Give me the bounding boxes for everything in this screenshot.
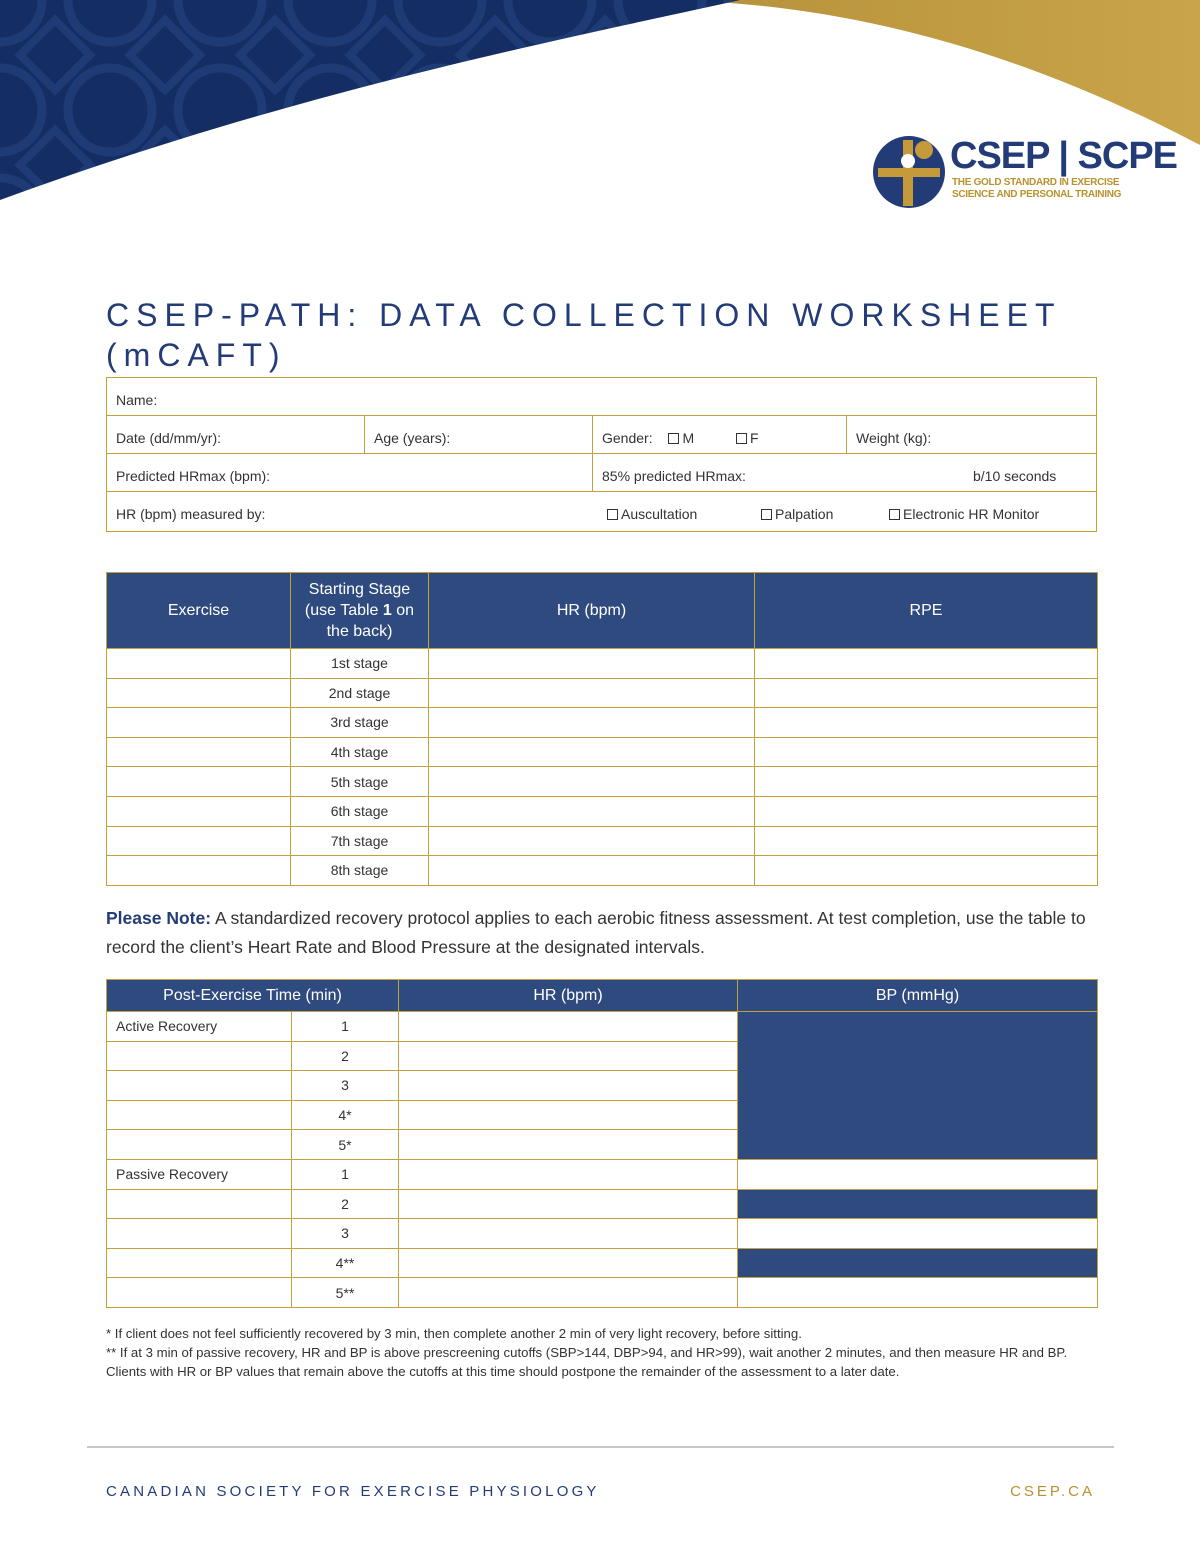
hr-cell[interactable] — [399, 1100, 738, 1130]
rpe-cell[interactable] — [755, 856, 1098, 886]
info-row-details — [107, 416, 1096, 454]
rpe-cell[interactable] — [755, 737, 1098, 767]
exercise-table — [106, 572, 1098, 886]
stage-cell: 2nd stage — [291, 678, 429, 708]
gender-f-label: F — [750, 430, 759, 446]
table-header-row — [107, 980, 1098, 1012]
hr-cell[interactable] — [429, 856, 755, 886]
logo-tagline: THE GOLD STANDARD IN EXERCISE SCIENCE AND PERSONAL TRAINING — [952, 177, 1122, 200]
rpe-cell[interactable] — [755, 678, 1098, 708]
exercise-cell[interactable] — [107, 737, 291, 767]
footer-divider — [87, 1446, 1114, 1448]
auscultation-label: Auscultation — [621, 506, 698, 522]
exercise-cell[interactable] — [107, 678, 291, 708]
please-note — [106, 904, 1096, 962]
predicted-hrmax-field[interactable]: Predicted HRmax (bpm): — [116, 468, 271, 484]
rpe-header: RPE — [755, 573, 1098, 649]
minute-cell: 3 — [292, 1071, 399, 1101]
table-row — [107, 826, 1098, 856]
hr-header: HR (bpm) — [399, 980, 738, 1012]
minute-cell: 2 — [292, 1041, 399, 1071]
table-row — [107, 1219, 1098, 1249]
rpe-cell[interactable] — [755, 649, 1098, 679]
gender-m-label: M — [682, 430, 695, 446]
stage-cell: 7th stage — [291, 826, 429, 856]
palpation-label: Palpation — [775, 506, 834, 522]
active-recovery-label: Active Recovery — [107, 1012, 292, 1042]
client-info-box — [106, 377, 1097, 532]
csep-logo — [872, 130, 1178, 214]
table-row — [107, 737, 1098, 767]
exercise-cell[interactable] — [107, 708, 291, 738]
footnotes — [106, 1324, 1098, 1381]
page-title: CSEP-PATH: DATA COLLECTION WORKSHEET (mCAFT) — [106, 297, 1061, 374]
table-row — [107, 678, 1098, 708]
table-row — [107, 1159, 1098, 1189]
hr85-field[interactable] — [592, 454, 1098, 491]
exercise-cell[interactable] — [107, 856, 291, 886]
hr-header: HR (bpm) — [429, 573, 755, 649]
minute-cell: 5* — [292, 1130, 399, 1160]
hr-cell[interactable] — [429, 678, 755, 708]
name-field[interactable]: Name: — [116, 392, 158, 408]
table-row — [107, 1189, 1098, 1219]
per-10-seconds-label: b/10 seconds — [973, 468, 1057, 484]
checkbox-icon[interactable] — [668, 433, 679, 444]
info-row-name — [107, 378, 1096, 416]
organization-name: CANADIAN SOCIETY FOR EXERCISE PHYSIOLOGY — [106, 1483, 600, 1500]
minute-cell: 3 — [292, 1219, 399, 1249]
note-text: A standardized recovery protocol applies to each aerobic fitness assessment. At test completion, use the table to record the client’s Heart Rate and Blood Pressure at the designated intervals. — [106, 908, 1086, 957]
bp-shaded-cell — [738, 1248, 1098, 1278]
logo-text: CSEP | SCPE — [950, 135, 1178, 177]
rpe-cell[interactable] — [755, 708, 1098, 738]
logo-emblem-icon — [872, 130, 946, 210]
hr-cell[interactable] — [399, 1041, 738, 1071]
bp-cell[interactable] — [738, 1159, 1098, 1189]
stage-cell: 8th stage — [291, 856, 429, 886]
post-exercise-time-header: Post-Exercise Time (min) — [107, 980, 399, 1012]
electronic-hr-monitor-label: Electronic HR Monitor — [903, 506, 1040, 522]
minute-cell: 4** — [292, 1248, 399, 1278]
passive-recovery-label: Passive Recovery — [107, 1159, 292, 1189]
table-row — [107, 796, 1098, 826]
stage-cell: 4th stage — [291, 737, 429, 767]
exercise-header: Exercise — [107, 573, 291, 649]
checkbox-icon[interactable] — [761, 509, 772, 520]
bp-header: BP (mmHg) — [738, 980, 1098, 1012]
exercise-cell[interactable] — [107, 796, 291, 826]
hr-cell[interactable] — [399, 1130, 738, 1160]
info-row-measured-by — [107, 492, 1096, 530]
rpe-cell[interactable] — [755, 826, 1098, 856]
note-label: Please Note: — [106, 908, 212, 928]
table-row — [107, 649, 1098, 679]
hr-cell[interactable] — [429, 767, 755, 797]
electronic-hr-monitor-option[interactable] — [880, 492, 1090, 530]
bp-cell[interactable] — [738, 1219, 1098, 1249]
table-row — [107, 1012, 1098, 1042]
recovery-table — [106, 979, 1098, 1308]
gender-label: Gender: — [602, 430, 653, 446]
minute-cell: 1 — [292, 1159, 399, 1189]
table-row — [107, 1248, 1098, 1278]
minute-cell: 4* — [292, 1100, 399, 1130]
minute-cell: 5** — [292, 1278, 399, 1308]
exercise-cell[interactable] — [107, 826, 291, 856]
table-row — [107, 856, 1098, 886]
hr-cell[interactable] — [399, 1012, 738, 1042]
bp-cell[interactable] — [738, 1278, 1098, 1308]
rpe-cell[interactable] — [755, 796, 1098, 826]
hr-cell[interactable] — [429, 737, 755, 767]
weight-field[interactable]: Weight (kg): — [846, 416, 1098, 453]
age-field[interactable]: Age (years): — [364, 416, 592, 453]
bp-shaded-cell — [738, 1189, 1098, 1219]
stage-cell: 3rd stage — [291, 708, 429, 738]
stage-cell: 5th stage — [291, 767, 429, 797]
checkbox-icon[interactable] — [607, 509, 618, 520]
checkbox-icon[interactable] — [889, 509, 900, 520]
gender-f-option[interactable] — [736, 430, 759, 446]
gender-m-option[interactable] — [668, 430, 694, 446]
footnote-double-asterisk: ** If at 3 min of passive recovery, HR and BP is above prescreening cutoffs (SBP>144, DBP>94, and HR>99), wait another 2 minutes, and then measure HR and BP. Clients with HR or BP values that remain above the cutoffs at this time should postpone the remainder of the assessment to a later date. — [106, 1345, 1068, 1379]
minute-cell: 2 — [292, 1189, 399, 1219]
date-field[interactable]: Date (dd/mm/yr): — [116, 430, 222, 446]
rpe-cell[interactable] — [755, 767, 1098, 797]
table-row — [107, 1278, 1098, 1308]
exercise-cell[interactable] — [107, 649, 291, 679]
bp-shaded-cell — [738, 1012, 1098, 1160]
hr-cell[interactable] — [429, 708, 755, 738]
palpation-option[interactable] — [752, 492, 882, 530]
stage-cell: 6th stage — [291, 796, 429, 826]
hr-cell[interactable] — [399, 1071, 738, 1101]
gender-field — [592, 416, 846, 453]
table-row — [107, 708, 1098, 738]
hr-cell[interactable] — [399, 1219, 738, 1249]
hr-cell[interactable] — [429, 649, 755, 679]
checkbox-icon[interactable] — [736, 433, 747, 444]
website-link[interactable]: CSEP.CA — [1010, 1483, 1095, 1500]
hr-cell[interactable] — [429, 796, 755, 826]
stage-cell: 1st stage — [291, 649, 429, 679]
hr-cell[interactable] — [399, 1159, 738, 1189]
info-row-hrmax — [107, 454, 1096, 492]
minute-cell: 1 — [292, 1012, 399, 1042]
hr-cell[interactable] — [399, 1189, 738, 1219]
exercise-cell[interactable] — [107, 767, 291, 797]
hr-cell[interactable] — [399, 1278, 738, 1308]
auscultation-option[interactable] — [598, 492, 758, 530]
table-row — [107, 767, 1098, 797]
hr-cell[interactable] — [399, 1248, 738, 1278]
starting-stage-header: Starting Stage (use Table 1 on the back) — [291, 573, 429, 649]
hr-cell[interactable] — [429, 826, 755, 856]
table-header-row — [107, 573, 1098, 649]
measured-by-label: HR (bpm) measured by: — [116, 506, 266, 522]
hr85-label: 85% predicted HRmax: — [602, 468, 746, 484]
footnote-single-asterisk: * If client does not feel sufficiently recovered by 3 min, then complete another 2 min of very light recovery, before sitting. — [106, 1326, 802, 1341]
